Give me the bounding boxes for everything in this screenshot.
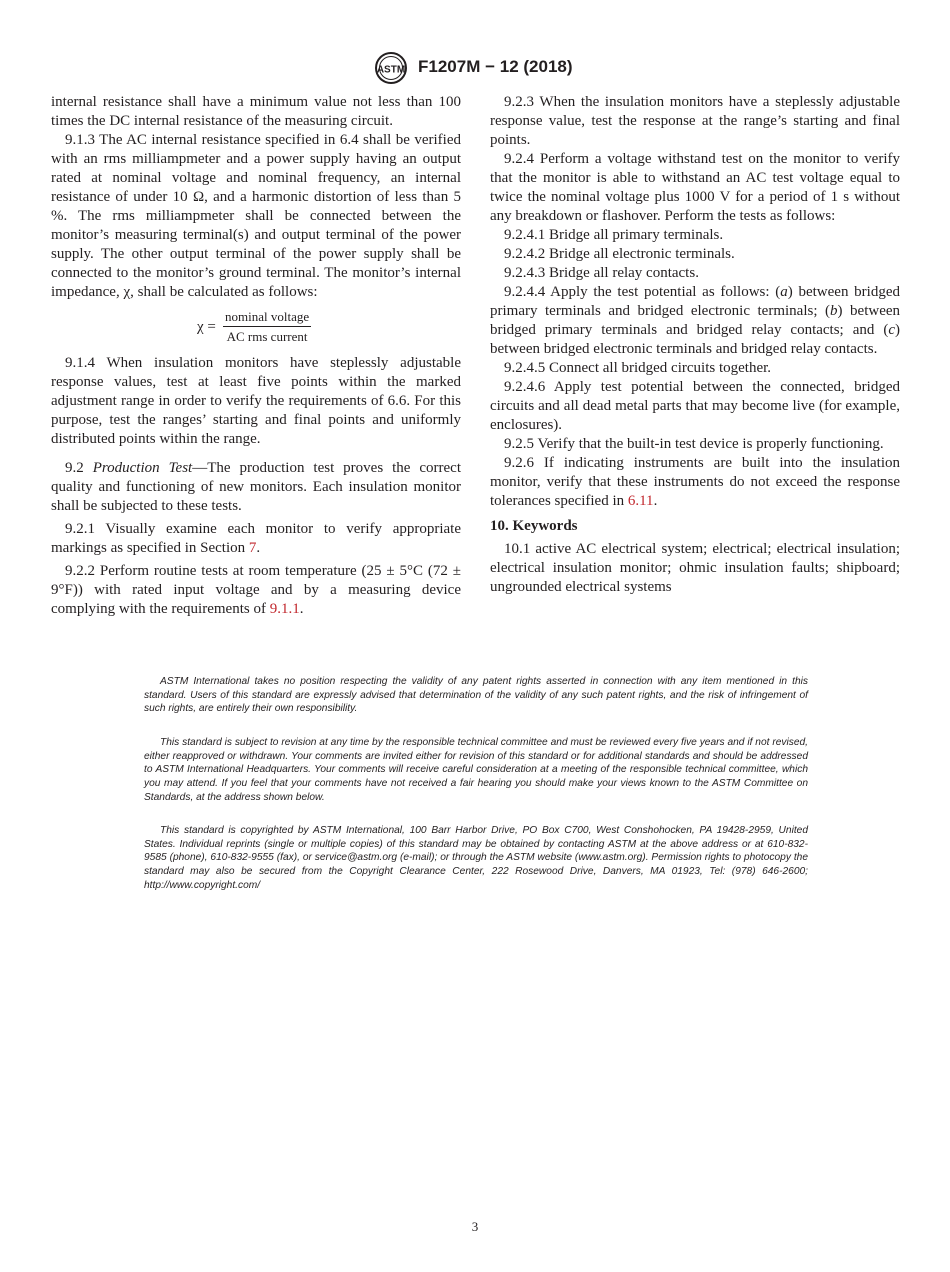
paragraph-9-1-4: 9.1.4 When insulation monitors have steplessly adjustable response values, test at least five points within the marked adjustment range in order to verify the requirements of 6.6. For this purpose, test the ranges’ starting and final points and uniformly distributed points within the range. xyxy=(51,355,461,447)
formula-fraction xyxy=(223,308,311,345)
keywords-heading: 10. Keywords xyxy=(490,518,578,534)
formula-denominator: AC rms current xyxy=(226,329,308,344)
paragraph-9-1-3: 9.1.3 The AC internal resistance specified in 6.4 shall be verified with an rms milliampmeter and a power supply having an output rated at nominal voltage and nominal frequency, an internal resistance of under 10 Ω, and a harmonic distortion of less than 5 %. The rms milliampmeter shall be connected between the monitor’s measuring terminal(s) and output terminal of the power supply. The other output terminal of the power supply shall be connected to the monitor’s ground terminal. The monitor’s internal impedance, χ, shall be calculated as follows: xyxy=(51,132,461,300)
paragraph-10-1: 10.1 active AC electrical system; electrical; electrical insulation; electrical insulation monitor; ohmic insulation faults; shipboard; ungrounded electrical systems xyxy=(490,541,900,595)
section-title-production-test: Production Test xyxy=(92,460,193,476)
paragraph-9-2-4-6: 9.2.4.6 Apply test potential between the connected, bridged circuits and all dead metal parts that may become live (for example, enclosures). xyxy=(490,379,900,433)
paragraph-9-2-4: 9.2.4 Perform a voltage withstand test on the monitor to verify that the monitor is able to withstand an AC test voltage equal to twice the nominal voltage plus 1000 V for a period of 1 s without any breakdown or flashover. Perform the tests as follows: xyxy=(490,151,900,224)
formula-numerator: nominal voltage xyxy=(223,308,311,327)
section-9-1-1-link[interactable]: 9.1.1 xyxy=(269,601,300,617)
logo-lettering: ASTM xyxy=(376,64,406,76)
right-column xyxy=(490,93,900,597)
astm-logo-icon xyxy=(372,52,410,84)
paragraph-9-2-4-5: 9.2.4.5 Connect all bridged circuits together. xyxy=(504,360,772,376)
patent-notice: ASTM International takes no position respecting the validity of any patent rights asserted in connection with any item mentioned in this standard. Users of this standard are expressly advised that determination of the validity of any such patent rights, and the risk of infringement of such rights, are entirely their own responsibility. xyxy=(144,676,808,715)
section-6-11-link[interactable]: 6.11 xyxy=(627,493,654,509)
paragraph-9-2-4-3: 9.2.4.3 Bridge all relay contacts. xyxy=(504,265,699,281)
paragraph-9-2-3: 9.2.3 When the insulation monitors have a steplessly adjustable response value, test the response at the range’s starting and final points. xyxy=(490,94,900,148)
paragraph-9-2-1: 9.2.1 Visually examine each monitor to verify appropriate markings as specified in Section 7. xyxy=(51,521,461,556)
paragraph-9-2: 9.2 Production Test—The production test proves the correct quality and functioning of new monitors. Each insulation monitor shall be subjected to these tests. xyxy=(51,460,462,514)
revision-notice: This standard is subject to revision at any time by the responsible technical committee and must be reviewed every five years and if not revised, either reapproved or withdrawn. Your comments are invited either for revision of this standard or for additional standards and should be addressed to ASTM International Headquarters. Your comments will receive careful consideration at a meeting of the responsible technical committee, which you may attend. If you feel that your comments have not received a fair hearing you should make your views known to the ASTM Committee on Standards, at the address shown below. xyxy=(144,737,808,803)
impedance-formula xyxy=(51,308,461,346)
paragraph-9-2-4-4: 9.2.4.4 Apply the test potential as follows: (a) between bridged primary terminals and bridged electronic terminals; (b) between bridged primary terminals and bridged relay contacts; and (c) between bridged electronic terminals and bridged relay contacts. xyxy=(490,284,901,357)
paragraph-9-2-4-2: 9.2.4.2 Bridge all electronic terminals. xyxy=(504,246,735,262)
paragraph-9-2-4-1: 9.2.4.1 Bridge all primary terminals. xyxy=(504,227,724,243)
copyright-notice: This standard is copyrighted by ASTM International, 100 Barr Harbor Drive, PO Box C700, West Conshohocken, PA 19428-2959, United States. Individual reprints (single or multiple copies) of this standard may be obtained by contacting ASTM at the above address or at 610-832-9585 (phone), 610-832-9555 (fax), or service@astm.org (e-mail); or through the ASTM website (www.astm.org). Permission rights to photocopy the standard may also be secured from the Copyright Clearance Center, 222 Rosewood Drive, Danvers, MA 01923, Tel: (978) 646-2600; http://www.copyright.com/ xyxy=(144,825,808,891)
paragraph-continuation: internal resistance shall have a minimum value not less than 100 times the DC internal resistance of the measuring circuit. xyxy=(51,94,461,129)
paragraph-9-2-5: 9.2.5 Verify that the built-in test device is properly functioning. xyxy=(504,436,884,452)
document-designation: F1207M − 12 (2018) xyxy=(418,57,573,76)
page-number: 3 xyxy=(471,1219,479,1234)
left-column xyxy=(51,93,461,619)
paragraph-9-2-2: 9.2.2 Perform routine tests at room temperature (25 ± 5°C (72 ± 9°F)) with rated input voltage and by a measuring device complying with the requirements of 9.1.1. xyxy=(51,563,461,617)
formula-lhs: χ = xyxy=(197,319,216,335)
section-7-link[interactable]: 7 xyxy=(248,540,257,556)
paragraph-9-2-6: 9.2.6 If indicating instruments are built into the insulation monitor, verify that these instruments do not exceed the response tolerances specified in 6.11. xyxy=(490,455,900,509)
page-header xyxy=(0,52,950,84)
